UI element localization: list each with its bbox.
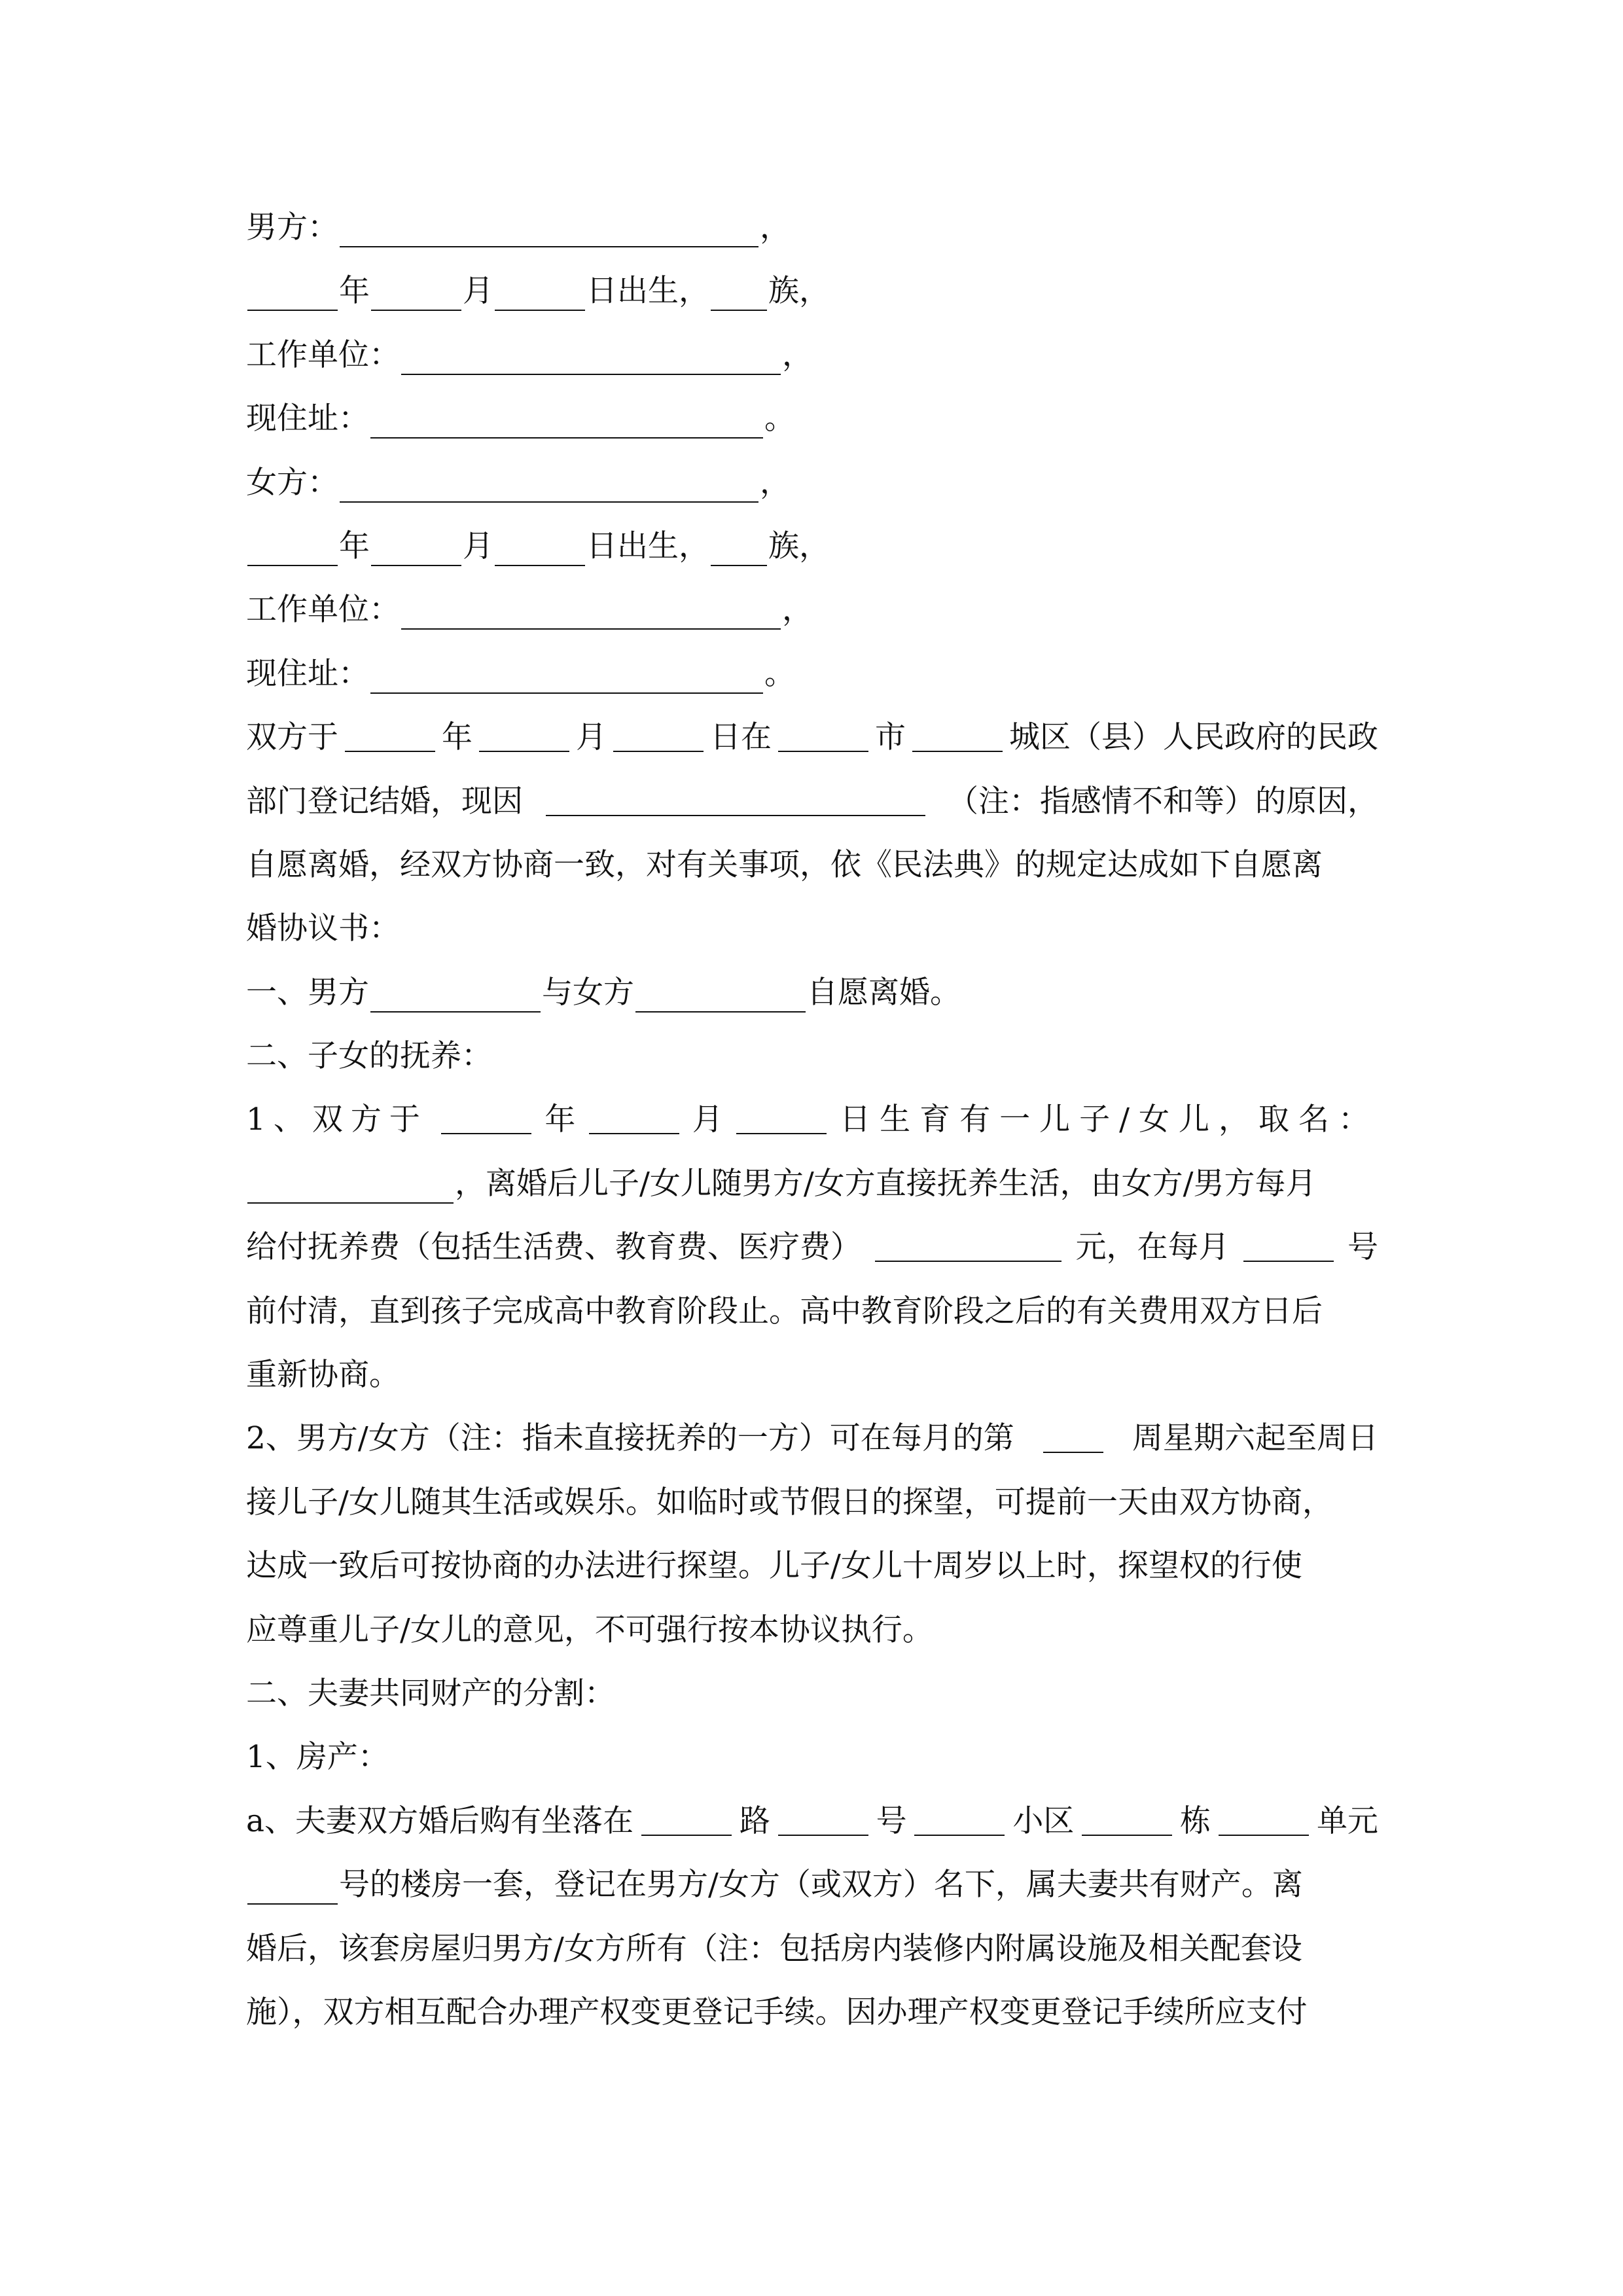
text: 号的楼房一套，登记在男方/女方（或双方）名下，属夫妻共有财产。离: [339, 1867, 1303, 1903]
text: 号: [1347, 1229, 1378, 1266]
female-birth-line: [246, 527, 1378, 590]
text: 号: [876, 1803, 907, 1839]
birth-month-blank[interactable]: [371, 532, 461, 566]
female-name-line: [246, 463, 1378, 527]
number-blank[interactable]: [778, 1802, 868, 1836]
marriage-month-blank[interactable]: [479, 718, 569, 752]
section-2-title: 二、子女的抚养：: [246, 1038, 492, 1075]
child-2-line-2: 接儿子/女儿随其生活或娱乐。如临时或节假日的探望，可提前一天由双方协商，: [246, 1484, 1333, 1520]
child-2-line-3: 达成一致后可按协商的办法进行探望。儿子/女儿十周岁以上时，探望权的行使: [246, 1548, 1302, 1585]
child-1-line-5: 重新协商。: [246, 1357, 400, 1393]
community-blank[interactable]: [914, 1802, 1005, 1836]
text: 日生育有一儿子/女儿，取名：: [840, 1102, 1378, 1138]
text: 城区（县）人民政府的民政: [1009, 719, 1378, 756]
child-2-line-4: 应尊重儿子/女儿的意见，不可强行按本协议执行。: [246, 1611, 933, 1648]
female-name-blank[interactable]: [340, 469, 758, 503]
punct: 。: [764, 401, 795, 437]
female-label: 女方：: [246, 464, 338, 501]
text: 2、男方/女方（注：指未直接抚养的一方）可在每月的第: [246, 1420, 1014, 1457]
room-number-blank[interactable]: [247, 1871, 338, 1905]
marriage-line-1: [246, 718, 1378, 781]
marriage-line-2: [246, 782, 1378, 846]
property-a-line-4: 施），双方相互配合办理产权变更登记手续。因办理产权变更登记手续所应支付: [246, 1994, 1308, 2030]
ethnic-blank[interactable]: [711, 277, 767, 311]
district-blank[interactable]: [912, 718, 1003, 752]
text: 小区: [1012, 1803, 1075, 1839]
marriage-day-blank[interactable]: [613, 718, 704, 752]
visit-week-blank[interactable]: [1043, 1419, 1103, 1453]
text: 路: [739, 1803, 770, 1839]
text: 自愿离婚。: [807, 974, 961, 1011]
male-label: 男方：: [246, 209, 338, 245]
label: 月: [463, 528, 493, 564]
text: 给付抚养费（包括生活费、教育费、医疗费）: [246, 1229, 861, 1266]
male-work-blank[interactable]: [401, 341, 781, 375]
male-name-line: [246, 208, 1378, 272]
label: 月: [463, 273, 493, 310]
marriage-year-blank[interactable]: [345, 718, 435, 752]
label: 日出生，: [586, 273, 709, 310]
child-birth-year-blank[interactable]: [441, 1100, 531, 1134]
text: ，离婚后儿子/女儿随男方/女方直接抚养生活，由女方/男方每月: [455, 1165, 1317, 1202]
marriage-line-4: 婚协议书：: [246, 910, 400, 947]
male-work-line: [246, 336, 1378, 399]
text: 部门登记结婚，现因: [246, 783, 523, 819]
birth-year-blank[interactable]: [247, 277, 338, 311]
text: 日在: [710, 719, 772, 756]
text: 元，在每月: [1075, 1229, 1230, 1266]
road-blank[interactable]: [641, 1802, 732, 1836]
child-birth-day-blank[interactable]: [736, 1100, 827, 1134]
text: a、夫妻双方婚后购有坐落在: [246, 1803, 634, 1839]
city-blank[interactable]: [778, 718, 868, 752]
unit-blank[interactable]: [1219, 1802, 1309, 1836]
birth-month-blank[interactable]: [371, 277, 461, 311]
female-party-blank[interactable]: [635, 978, 806, 1013]
punct: ，: [782, 592, 813, 628]
text: （注：指感情不和等）的原因，: [948, 783, 1378, 819]
female-work-blank[interactable]: [401, 596, 781, 630]
punct: ，: [782, 336, 813, 373]
text: 一、男方: [246, 974, 369, 1011]
text: 1、双方于: [246, 1102, 428, 1138]
support-amount-blank[interactable]: [875, 1228, 1061, 1262]
building-blank[interactable]: [1082, 1802, 1172, 1836]
male-address-line: [246, 399, 1378, 463]
child-2-line-1: [246, 1419, 1378, 1482]
item-1-line: [246, 973, 1378, 1037]
label: 族，: [768, 273, 830, 310]
property-title: 1、房产：: [246, 1739, 389, 1776]
text: 年: [544, 1102, 576, 1138]
male-birth-line: [246, 272, 1378, 335]
birth-day-blank[interactable]: [495, 532, 585, 566]
text: 市: [875, 719, 906, 756]
work-label: 工作单位：: [246, 336, 400, 373]
address-label: 现住址：: [246, 401, 369, 437]
punct: ，: [760, 464, 791, 501]
section-3-title: 二、夫妻共同财产的分割：: [246, 1675, 615, 1712]
female-address-line: [246, 655, 1378, 718]
property-a-line-3: 婚后，该套房屋归男方/女方所有（注：包括房内装修内附属设施及相关配套设: [246, 1930, 1302, 1967]
marriage-line-3: 自愿离婚，经双方协商一致，对有关事项，依《民法典》的规定达成如下自愿离: [246, 846, 1323, 883]
divorce-reason-blank[interactable]: [546, 782, 925, 816]
birth-year-blank[interactable]: [247, 532, 338, 566]
work-label: 工作单位：: [246, 592, 400, 628]
text: 单元: [1316, 1803, 1378, 1839]
label: 年: [339, 273, 370, 310]
property-a-line-2: [246, 1865, 1378, 1929]
label: 日出生，: [586, 528, 709, 564]
ethnic-blank[interactable]: [711, 532, 767, 566]
text: 双方于: [246, 719, 338, 756]
payment-day-blank[interactable]: [1243, 1228, 1334, 1262]
agreement-page: [246, 208, 1378, 2056]
text: 与女方: [542, 974, 634, 1011]
punct: ，: [760, 209, 791, 245]
text: 月: [576, 719, 607, 756]
punct: 。: [764, 655, 795, 692]
male-address-blank[interactable]: [370, 404, 763, 439]
text: 栋: [1180, 1803, 1211, 1839]
text: 月: [692, 1102, 723, 1138]
child-1-line-2: [246, 1164, 1378, 1228]
label: 年: [339, 528, 370, 564]
female-work-line: [246, 590, 1378, 654]
child-1-line-4: 前付清，直到孩子完成高中教育阶段止。高中教育阶段之后的有关费用双方日后: [246, 1293, 1323, 1329]
female-address-blank[interactable]: [370, 660, 763, 694]
male-name-blank[interactable]: [340, 213, 758, 247]
address-label: 现住址：: [246, 655, 369, 692]
label: 族，: [768, 528, 830, 564]
text: 年: [442, 719, 473, 756]
male-party-blank[interactable]: [370, 978, 541, 1013]
child-birth-month-blank[interactable]: [589, 1100, 679, 1134]
property-a-line-1: [246, 1802, 1378, 1865]
text: 周星期六起至周日: [1132, 1420, 1378, 1457]
child-1-line-3: [246, 1228, 1378, 1291]
birth-day-blank[interactable]: [495, 277, 585, 311]
child-1-line-1: [246, 1100, 1378, 1164]
child-name-blank[interactable]: [247, 1170, 454, 1204]
